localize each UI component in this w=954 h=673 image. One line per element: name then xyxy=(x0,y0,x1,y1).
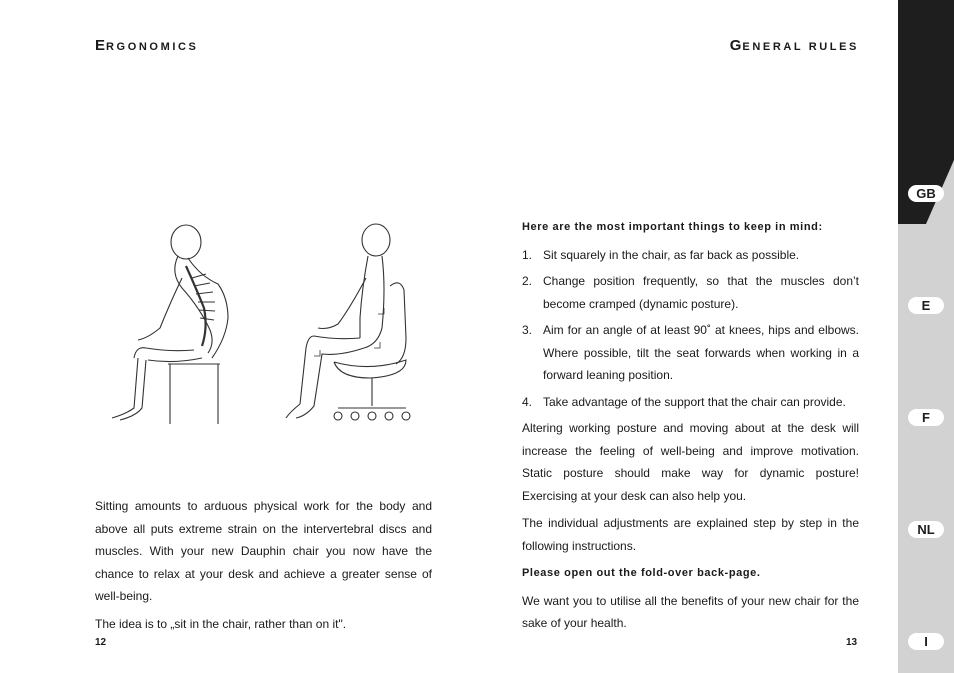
language-sidebar xyxy=(898,0,954,673)
right-body-text xyxy=(522,216,859,640)
body-paragraph: Sitting amounts to arduous physical work for the body and above all puts extreme strain on the intervertebral discs and muscles. With your new Dauphin chair you now have the chance to relax at your desk and achieve a greater sense of well-being. xyxy=(95,499,432,603)
body-paragraph: The individual adjustments are explained step by step in the following instructions. xyxy=(522,516,859,553)
rule-number: 3. xyxy=(522,323,533,337)
list-item xyxy=(522,270,859,315)
page-title-right: GENERAL RULES xyxy=(729,37,859,54)
language-tab-f[interactable]: F xyxy=(908,409,944,426)
rule-text: Take advantage of the support that the chair can provide. xyxy=(543,394,846,409)
chair-user-figure xyxy=(286,224,410,420)
body-paragraph: Altering working posture and moving about at the desk will increase the feeling of well-being and improve motivation. Static posture should make way for dynamic posture! Exercising at your desk can also help you. xyxy=(522,421,859,503)
page-title-left: ERGONOMICS xyxy=(95,37,199,54)
rules-list xyxy=(522,244,859,414)
list-item xyxy=(522,319,859,387)
language-tab-e[interactable]: E xyxy=(908,297,944,314)
body-paragraph: We want you to utilise all the benefits of your new chair for the sake of your health. xyxy=(522,593,859,630)
rule-text: Sit squarely in the chair, as far back as possible. xyxy=(543,247,800,262)
list-item xyxy=(522,391,859,414)
body-paragraph: The idea is to „sit in the chair, rather than on it". xyxy=(95,616,347,631)
skeleton-figure xyxy=(112,225,228,424)
rule-number: 2. xyxy=(522,274,533,288)
language-tab-i[interactable]: I xyxy=(908,633,944,650)
language-tab-nl[interactable]: NL xyxy=(908,521,944,538)
page-number-left: 12 xyxy=(95,637,107,648)
language-tab-gb[interactable]: GB xyxy=(908,185,944,202)
rule-number: 1. xyxy=(522,247,533,262)
posture-illustration xyxy=(100,218,430,430)
bold-instruction: Please open out the fold-over back-page. xyxy=(522,567,761,579)
left-body-text xyxy=(95,495,432,640)
rule-text: Aim for an angle of at least 90˚ at knees, hips and elbows. Where possible, tilt the seat forwards when working in a forward leaning position. xyxy=(543,323,859,382)
rule-number: 4. xyxy=(522,394,533,409)
page-number-right: 13 xyxy=(846,637,858,648)
rule-text: Change position frequently, so that the muscles don’t become cramped (dynamic posture). xyxy=(543,274,859,311)
list-item xyxy=(522,244,859,267)
rules-intro: Here are the most important things to keep in mind: xyxy=(522,221,823,233)
